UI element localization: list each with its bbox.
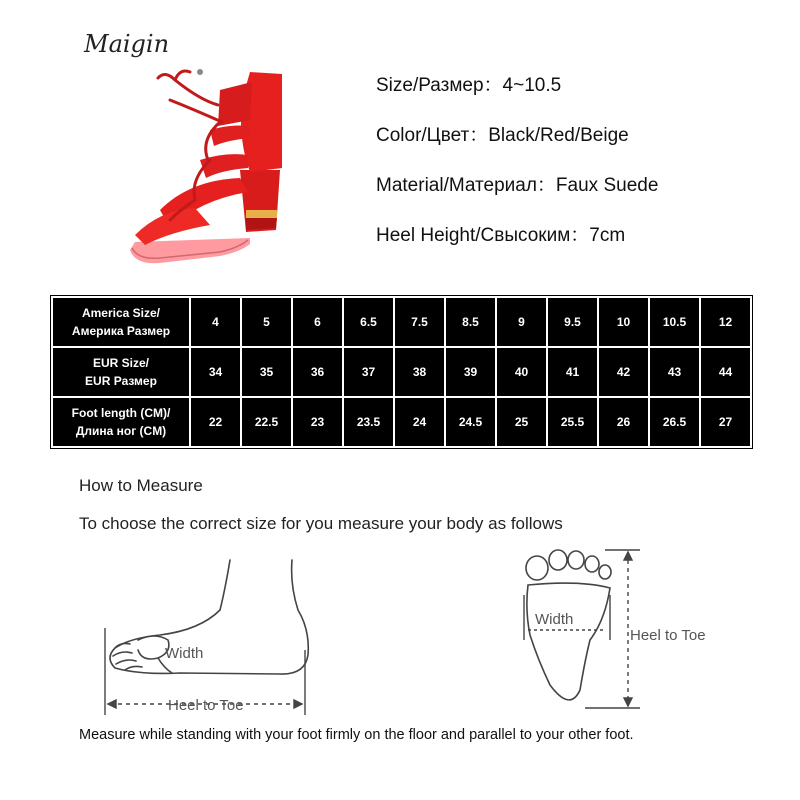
table-cell: 37: [344, 348, 393, 396]
table-cell: 43: [650, 348, 699, 396]
row-header: EUR Size/ EUR Размер: [53, 348, 189, 396]
table-cell: 25: [497, 398, 546, 446]
spec-color: Color/Цвет：Black/Red/Beige: [376, 125, 629, 146]
table-cell: 6: [293, 298, 342, 346]
spec-material: Material/Материал：Faux Suede: [376, 175, 659, 196]
spec-size: Size/Размер：4~10.5: [376, 75, 562, 96]
row-header: Foot length (CM)/ Длина ног (CM): [53, 398, 189, 446]
table-cell: 5: [242, 298, 291, 346]
table-cell: 36: [293, 348, 342, 396]
table-row: [53, 298, 750, 346]
table-cell: 8.5: [446, 298, 495, 346]
table-cell: 4: [191, 298, 240, 346]
measure-footnote: Measure while standing with your foot firmly on the floor and parallel to your other foot.: [79, 727, 634, 743]
spec-heel-height: Heel Height/Свысоким：7cm: [376, 225, 626, 246]
side-length-label: Heel to Toe: [168, 697, 244, 714]
table-cell: 40: [497, 348, 546, 396]
row-header: America Size/ Америка Размер: [53, 298, 189, 346]
table-cell: 24.5: [446, 398, 495, 446]
table-cell: 22.5: [242, 398, 291, 446]
table-cell: 12: [701, 298, 750, 346]
product-specs: [376, 72, 658, 272]
top-length-label: Heel to Toe: [630, 627, 706, 644]
table-cell: 22: [191, 398, 240, 446]
table-cell: 44: [701, 348, 750, 396]
table-cell: 10.5: [650, 298, 699, 346]
top-width-label: Width: [535, 611, 574, 628]
sandal-product-image: [100, 60, 330, 280]
brand-logo: Maigin: [84, 30, 170, 58]
table-cell: 9.5: [548, 298, 597, 346]
table-row: [53, 348, 750, 396]
table-cell: 26.5: [650, 398, 699, 446]
table-cell: 34: [191, 348, 240, 396]
table-cell: 23: [293, 398, 342, 446]
table-cell: 26: [599, 398, 648, 446]
foot-measure-diagram: [80, 540, 760, 725]
table-cell: 9: [497, 298, 546, 346]
size-chart-table: [51, 296, 752, 448]
table-cell: 38: [395, 348, 444, 396]
table-row: [53, 398, 750, 446]
measure-title: How to Measure: [79, 476, 203, 495]
table-cell: 41: [548, 348, 597, 396]
side-foot-illustration: [110, 560, 308, 674]
side-width-label: Width: [165, 645, 204, 662]
table-cell: 10: [599, 298, 648, 346]
table-cell: 42: [599, 348, 648, 396]
table-cell: 39: [446, 348, 495, 396]
table-cell: 35: [242, 348, 291, 396]
table-cell: 24: [395, 398, 444, 446]
measure-subtitle: To choose the correct size for you measure your body as follows: [79, 514, 563, 533]
table-cell: 7.5: [395, 298, 444, 346]
table-cell: 25.5: [548, 398, 597, 446]
table-cell: 23.5: [344, 398, 393, 446]
table-cell: 27: [701, 398, 750, 446]
table-cell: 6.5: [344, 298, 393, 346]
